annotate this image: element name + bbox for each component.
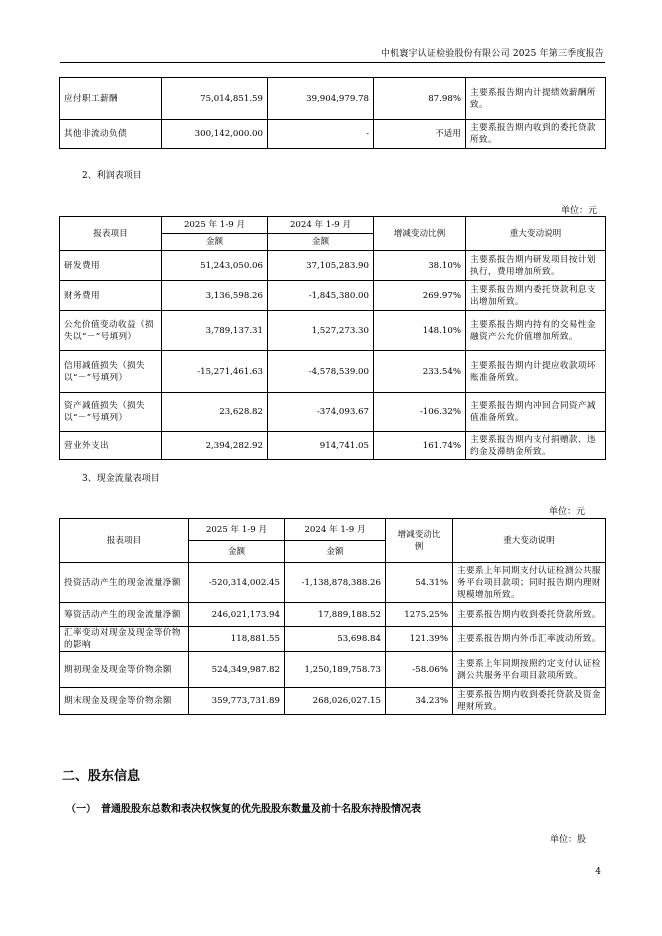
income-col-2024: 2024 年 1-9 月 xyxy=(268,217,374,234)
row-item-name: 资产减值损失（损失以“－”号填列） xyxy=(60,393,162,432)
row-previous-amount: 53,698.84 xyxy=(285,627,386,652)
row-previous-amount: 1,527,273.30 xyxy=(268,311,374,351)
row-change-reason: 主要系上年同期支付认证检测公共服务平台项目款项；同时报告期内理财规模增加所致。 xyxy=(453,563,606,603)
table-row xyxy=(60,627,606,652)
row-change-reason: 主要系报告期内研发项目按计划执行，费用增加所致。 xyxy=(466,251,606,281)
row-current-amount: -15,271,461.63 xyxy=(162,351,268,393)
cash-col-2025: 2025 年 1-9 月 xyxy=(189,519,285,541)
row-current-amount: 359,773,731.89 xyxy=(189,688,285,715)
table-row xyxy=(60,563,606,603)
row-current-amount: 246,021,173.94 xyxy=(189,603,285,627)
page-number: 4 xyxy=(595,867,601,877)
cash-col-amount-2025: 金额 xyxy=(189,541,285,563)
row-previous-amount: -374,093.67 xyxy=(268,393,374,432)
row-change-reason: 主要系报告期内外币汇率波动所致。 xyxy=(453,627,606,652)
row-change-ratio: 不适用 xyxy=(374,120,466,149)
table-row xyxy=(60,251,606,281)
row-previous-amount: -1,845,380.00 xyxy=(268,281,374,311)
header-divider xyxy=(60,62,605,63)
row-change-ratio: 38.10% xyxy=(374,251,466,281)
row-current-amount: 3,136,598.26 xyxy=(162,281,268,311)
table-row xyxy=(60,120,606,149)
report-header-title: 中机寰宇认证检验股份有限公司 2025 年第三季度报告 xyxy=(380,49,604,59)
row-previous-amount: 914,741.05 xyxy=(268,432,374,460)
row-item-name: 汇率变动对现金及现金等价物的影响 xyxy=(60,627,189,652)
row-change-ratio: 233.54% xyxy=(374,351,466,393)
table-row xyxy=(60,393,606,432)
row-change-reason: 主要系报告期内持有的交易性金融资产公允价值增加所致。 xyxy=(466,311,606,351)
table-row xyxy=(60,688,606,715)
row-change-ratio: -58.06% xyxy=(386,652,453,688)
income-statement-table xyxy=(59,216,606,460)
row-item-name: 期末现金及现金等价物余额 xyxy=(60,688,189,715)
cash-col-amount-2024: 金额 xyxy=(285,541,386,563)
row-change-ratio: 161.74% xyxy=(374,432,466,460)
income-col-reason: 重大变动说明 xyxy=(466,217,606,251)
row-change-reason: 主要系报告期内收到委托贷款所致。 xyxy=(453,603,606,627)
income-col-item: 报表项目 xyxy=(60,217,162,251)
row-current-amount: 75,014,851.59 xyxy=(162,78,268,120)
cash-section-title: 3、现金流量表项目 xyxy=(82,474,160,484)
row-item-name: 期初现金及现金等价物余额 xyxy=(60,652,189,688)
income-col-change: 增减变动比例 xyxy=(374,217,466,251)
income-col-amount-2024: 金额 xyxy=(268,234,374,251)
shareholders-unit-label: 单位：股 xyxy=(550,835,587,845)
row-change-reason: 主要系报告期内计提应收款项坏账准备所致。 xyxy=(466,351,606,393)
cash-unit-label: 单位：元 xyxy=(549,507,586,517)
income-unit-label: 单位：元 xyxy=(561,206,598,216)
row-item-name: 投资活动产生的现金流量净额 xyxy=(60,563,189,603)
row-change-reason: 主要系报告期内冲回合同资产减值准备所致。 xyxy=(466,393,606,432)
table-row xyxy=(60,281,606,311)
shareholders-subheading: （一） 普通股股东总数和表决权恢复的优先股股东数量及前十名股东持股情况表 xyxy=(66,804,421,815)
row-item-name: 其他非流动负债 xyxy=(60,120,162,149)
row-change-ratio: 148.10% xyxy=(374,311,466,351)
balance-sheet-table xyxy=(59,77,606,149)
row-change-ratio: 121.39% xyxy=(386,627,453,652)
row-current-amount: 51,243,050.06 xyxy=(162,251,268,281)
row-change-ratio: 34.23% xyxy=(386,688,453,715)
row-previous-amount: 1,250,189,758.73 xyxy=(285,652,386,688)
cash-col-change: 增减变动比例 xyxy=(386,519,453,563)
row-previous-amount: 268,026,027.15 xyxy=(285,688,386,715)
row-change-reason: 主要系上年同期按照约定支付认证检测公共服务平台项目款项所致。 xyxy=(453,652,606,688)
row-item-name: 营业外支出 xyxy=(60,432,162,460)
row-change-reason: 主要系报告期内计提绩效薪酬所致。 xyxy=(466,78,606,120)
row-current-amount: 118,881.55 xyxy=(189,627,285,652)
row-change-ratio: 54.31% xyxy=(386,563,453,603)
income-section-title: 2、利润表项目 xyxy=(82,171,142,181)
table-row xyxy=(60,603,606,627)
income-col-2025: 2025 年 1-9 月 xyxy=(162,217,268,234)
row-previous-amount: -1,138,878,388.26 xyxy=(285,563,386,603)
row-item-name: 财务费用 xyxy=(60,281,162,311)
row-previous-amount: 17,889,188.52 xyxy=(285,603,386,627)
row-previous-amount: 39,904,979.78 xyxy=(268,78,374,120)
table-row xyxy=(60,432,606,460)
row-change-reason: 主要系报告期内支付捐赠款、违约金及滞纳金所致。 xyxy=(466,432,606,460)
row-item-name: 筹资活动产生的现金流量净额 xyxy=(60,603,189,627)
row-change-ratio: 1275.25% xyxy=(386,603,453,627)
cash-col-item: 报表项目 xyxy=(60,519,189,563)
row-change-ratio: -106.32% xyxy=(374,393,466,432)
row-change-reason: 主要系报告期内委托贷款利息支出增加所致。 xyxy=(466,281,606,311)
cash-flow-table xyxy=(59,518,606,715)
table-row xyxy=(60,351,606,393)
row-previous-amount: 37,105,283.90 xyxy=(268,251,374,281)
row-current-amount: -520,314,002.45 xyxy=(189,563,285,603)
row-change-ratio: 87.98% xyxy=(374,78,466,120)
row-item-name: 应付职工薪酬 xyxy=(60,78,162,120)
income-col-amount-2025: 金额 xyxy=(162,234,268,251)
cash-col-2024: 2024 年 1-9 月 xyxy=(285,519,386,541)
table-row xyxy=(60,652,606,688)
row-change-reason: 主要系报告期内收到的委托贷款所致。 xyxy=(466,120,606,149)
table-row xyxy=(60,78,606,120)
row-current-amount: 300,142,000.00 xyxy=(162,120,268,149)
row-current-amount: 23,628.82 xyxy=(162,393,268,432)
row-current-amount: 2,394,282.92 xyxy=(162,432,268,460)
shareholders-heading: 二、股东信息 xyxy=(62,769,141,784)
row-change-ratio: 269.97% xyxy=(374,281,466,311)
row-item-name: 研发费用 xyxy=(60,251,162,281)
row-previous-amount: - xyxy=(268,120,374,149)
row-change-reason: 主要系报告期内收到委托贷款及资金理财所致。 xyxy=(453,688,606,715)
cash-col-reason: 重大变动说明 xyxy=(453,519,606,563)
table-row xyxy=(60,311,606,351)
row-current-amount: 3,789,137.31 xyxy=(162,311,268,351)
row-previous-amount: -4,578,539.00 xyxy=(268,351,374,393)
row-item-name: 信用减值损失（损失以“－”号填列） xyxy=(60,351,162,393)
row-current-amount: 524,349,987.82 xyxy=(189,652,285,688)
row-item-name: 公允价值变动收益（损失以“－”号填列） xyxy=(60,311,162,351)
